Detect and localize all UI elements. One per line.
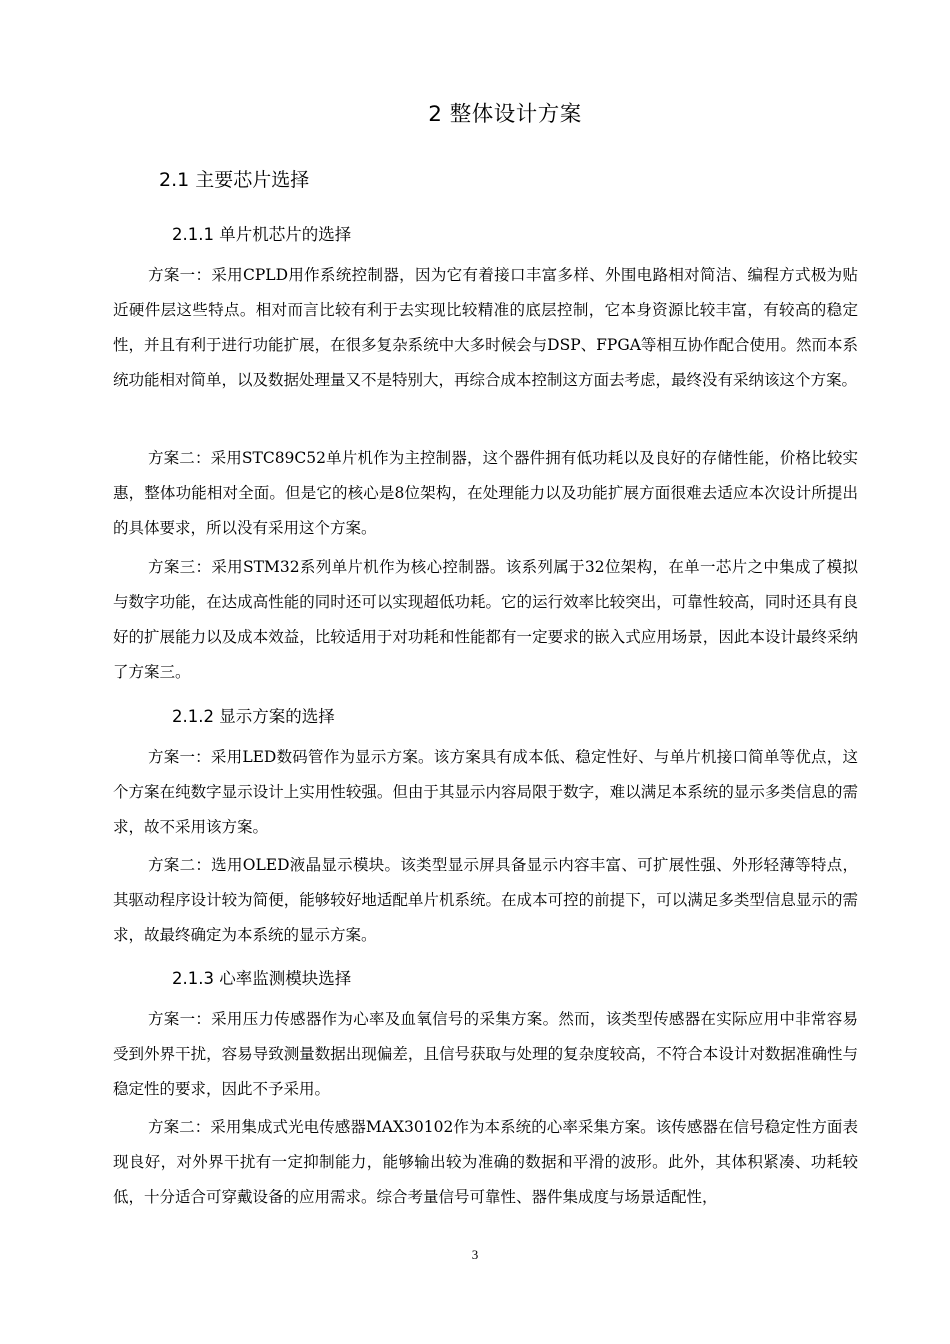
- section-title: 2.1 主要芯片选择: [159, 169, 310, 191]
- paragraph-display-option-2: 方案二：选用OLED液晶显示模块。该类型显示屏具备显示内容丰富、可扩展性强、外形轻薄等特点，其驱动程序设计较为简便，能够较好地适配单片机系统。在成本可控的前提下，可以满足多类型信息显示的需求，故最终确定为本系统的显示方案。: [113, 856, 858, 944]
- paragraph-mcu-option-1: 方案一：采用CPLD用作系统控制器，因为它有着接口丰富多样、外围电路相对简洁、编程方式极为贴近硬件层这些特点。相对而言比较有利于去实现比较精准的底层控制，它本身资源比较丰富，有较高的稳定性，并且有利于进行功能扩展，在很多复杂系统中大多时候会与DSP、FPGA等相互协作配合使用。然而本系统功能相对简单，以及数据处理量又不是特别大，再综合成本控制这方面去考虑，最终没有采纳该这个方案。: [113, 266, 858, 389]
- chapter-title: 2 整体设计方案: [428, 102, 582, 127]
- paragraph-heart-rate-option-1: 方案一：采用压力传感器作为心率及血氧信号的采集方案。然而，该类型传感器在实际应用中非常容易受到外界干扰，容易导致测量数据出现偏差，且信号获取与处理的复杂度较高，不符合本设计对数据准确性与稳定性的要求，因此不予采用。: [113, 1010, 858, 1098]
- page-number: 3: [471, 1247, 479, 1262]
- subsection-title-display: 2.1.2 显示方案的选择: [172, 707, 335, 726]
- paragraph-mcu-option-3: 方案三：采用STM32系列单片机作为核心控制器。该系列属于32位架构，在单一芯片之中集成了模拟与数字功能，在达成高性能的同时还可以实现超低功耗。它的运行效率比较突出，可靠性较高，同时还具有良好的扩展能力以及成本效益，比较适用于对功耗和性能都有一定要求的嵌入式应用场景，因此本设计最终采纳了方案三。: [113, 558, 858, 681]
- paragraph-heart-rate-option-2: 方案二：采用集成式光电传感器MAX30102作为本系统的心率采集方案。该传感器在信号稳定性方面表现良好，对外界干扰有一定抑制能力，能够输出较为准确的数据和平滑的波形。此外，其体积紧凑、功耗较低，十分适合可穿戴设备的应用需求。综合考量信号可靠性、器件集成度与场景适配性，: [113, 1118, 858, 1206]
- subsection-title-heart-rate: 2.1.3 心率监测模块选择: [172, 969, 352, 988]
- paragraph-display-option-1: 方案一：采用LED数码管作为显示方案。该方案具有成本低、稳定性好、与单片机接口简单等优点，这个方案在纯数字显示设计上实用性较强。但由于其显示内容局限于数字，难以满足本系统的显示多类信息的需求，故不采用该方案。: [113, 748, 858, 836]
- subsection-title-mcu: 2.1.1 单片机芯片的选择: [172, 225, 352, 244]
- paragraph-mcu-option-2: 方案二：采用STC89C52单片机作为主控制器，这个器件拥有低功耗以及良好的存储性能，价格比较实惠，整体功能相对全面。但是它的核心是8位架构，在处理能力以及功能扩展方面很难去适应本次设计所提出的具体要求，所以没有采用这个方案。: [113, 449, 858, 537]
